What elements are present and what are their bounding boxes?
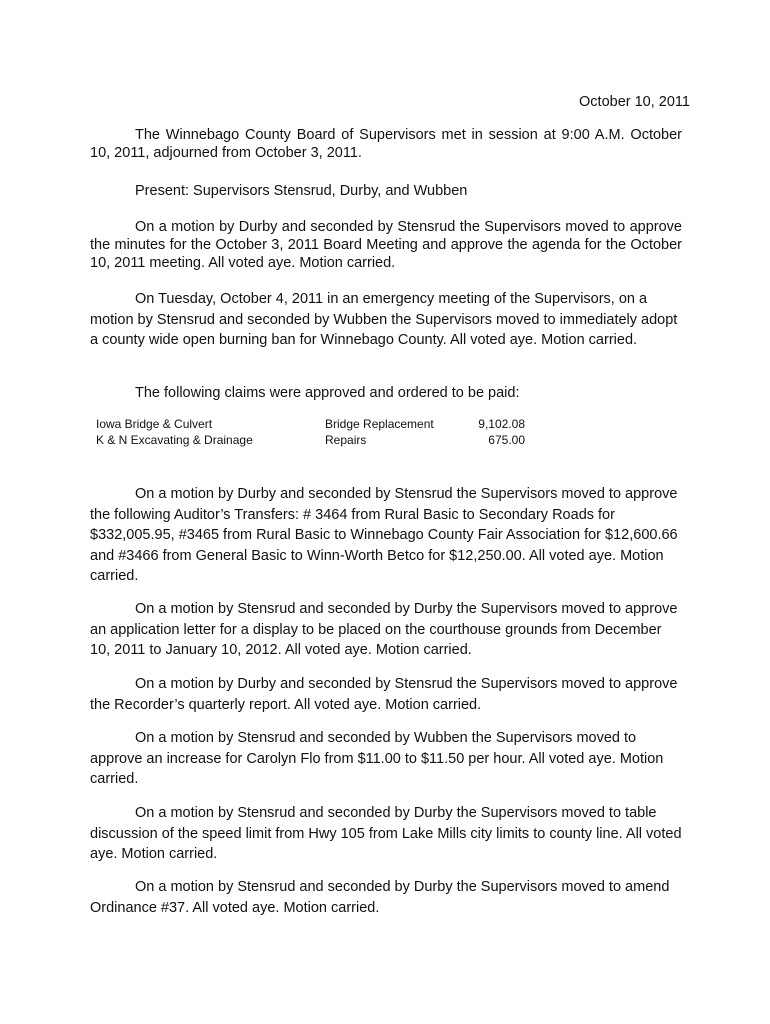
paragraph-ordinance: On a motion by Stensrud and seconded by Durby the Supervisors moved to amend Ordinance #37. All voted aye. Motion carried. bbox=[90, 879, 670, 916]
paragraph-display-application: On a motion by Stensrud and seconded by Durby the Supervisors moved to approve an application letter for a display to be placed on the courthouse grounds from December 10, 2011 to January 10, 2012. All voted aye. Motion carried. bbox=[90, 601, 678, 658]
paragraph-present: Present: Supervisors Stensrud, Durby, and Wubben bbox=[135, 183, 468, 199]
claim-amount: 675.00 bbox=[488, 433, 525, 447]
paragraph-burning-ban: On Tuesday, October 4, 2011 in an emergency meeting of the Supervisors, on a motion by Stensrud and seconded by Wubben the Supervisors moved to immediately adopt a county wide open burning ban for Winnebago County. All voted aye. Motion carried. bbox=[90, 291, 678, 348]
paragraph-recorder-report: On a motion by Durby and seconded by Stensrud the Supervisors moved to approve the Recorder’s quarterly report. All voted aye. Motion carried. bbox=[90, 676, 678, 713]
claim-description: Repairs bbox=[325, 433, 367, 447]
claim-amount: 9,102.08 bbox=[478, 417, 525, 431]
paragraph-auditor-transfers: On a motion by Durby and seconded by Stensrud the Supervisors moved to approve the following Auditor’s Transfers: # 3464 from Rural Basic to Secondary Roads for $332,005.95, #3465 from Rural Basic to Winnebago County Fair Association for $12,600.66 and #3466 from General Basic to Winn-Worth Betco for $12,250.00. All voted aye. Motion carried. bbox=[90, 486, 678, 584]
paragraph-speed-limit: On a motion by Stensrud and seconded by Durby the Supervisors moved to table discussion of the speed limit from Hwy 105 from Lake Mills city limits to county line. All voted aye. Motion carried. bbox=[90, 805, 682, 862]
paragraph-minutes-motion: On a motion by Durby and seconded by Stensrud the Supervisors moved to approve the minutes for the October 3, 2011 Board Meeting and approve the agenda for the October 10, 2011 meeting. All voted aye. Motion carried. bbox=[90, 219, 682, 271]
table-row bbox=[96, 416, 525, 432]
claim-description: Bridge Replacement bbox=[325, 417, 434, 431]
paragraph-session: The Winnebago County Board of Supervisors met in session at 9:00 A.M. October 10, 2011, adjourned from October 3, 2011. bbox=[90, 127, 682, 161]
claim-vendor: K & N Excavating & Drainage bbox=[96, 433, 253, 447]
table-row bbox=[96, 432, 525, 448]
meeting-date: October 10, 2011 bbox=[579, 94, 690, 110]
paragraph-wage-increase: On a motion by Stensrud and seconded by Wubben the Supervisors moved to approve an increase for Carolyn Flo from $11.00 to $11.50 per hour. All voted aye. Motion carried. bbox=[90, 730, 664, 787]
claims-table bbox=[96, 416, 525, 448]
claim-vendor: Iowa Bridge & Culvert bbox=[96, 417, 213, 431]
paragraph-claims-intro: The following claims were approved and ordered to be paid: bbox=[135, 385, 520, 401]
